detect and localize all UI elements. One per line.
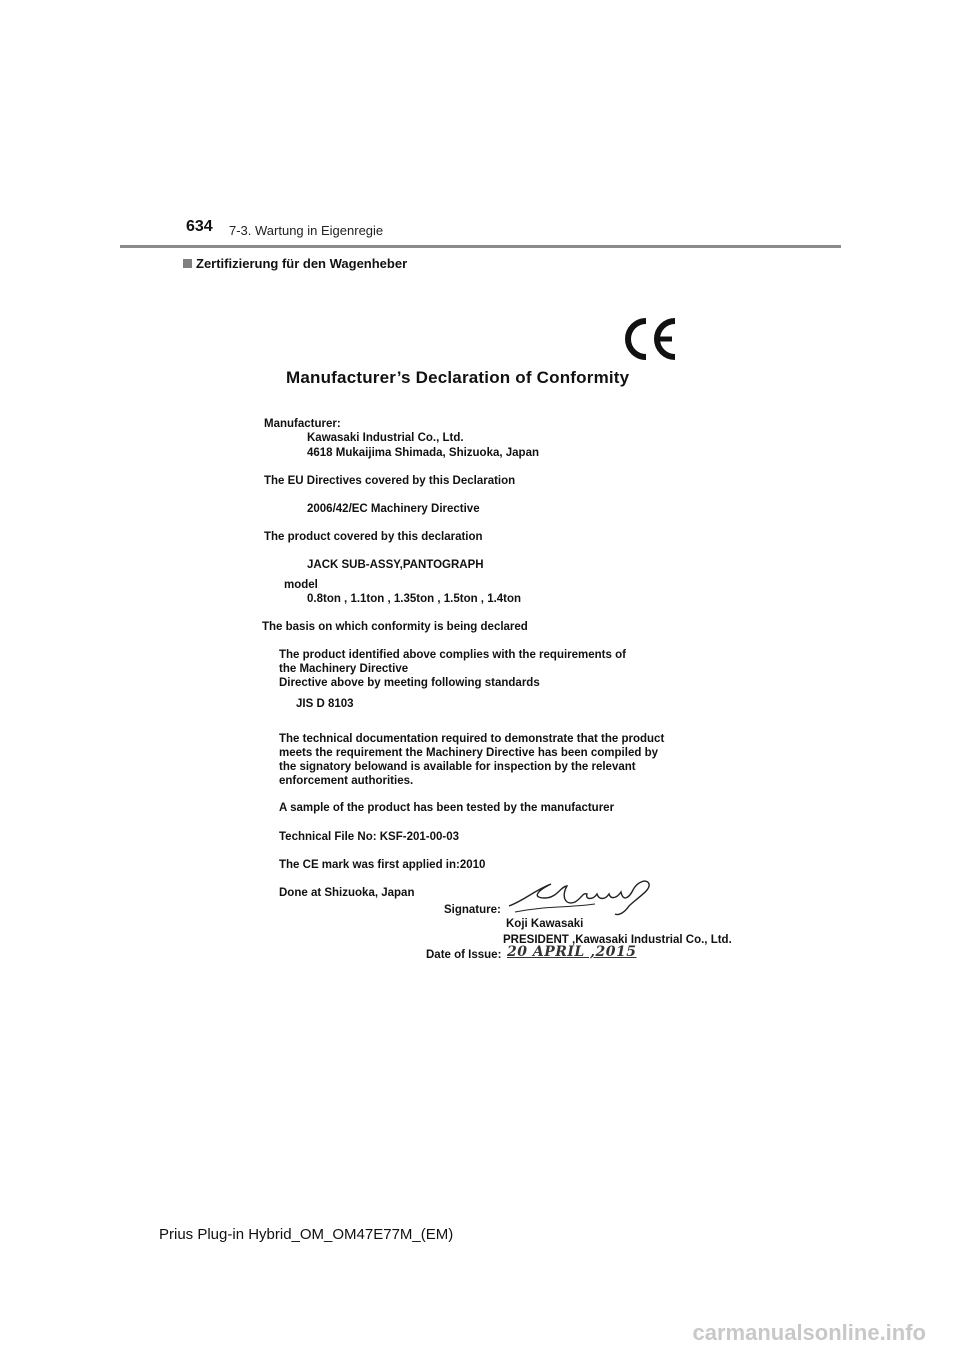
product-name: JACK SUB-ASSY,PANTOGRAPH xyxy=(307,559,484,571)
date-of-issue-label: Date of Issue: xyxy=(426,949,502,961)
header-divider xyxy=(120,245,841,248)
section-heading-text: Zertifizierung für den Wagenheber xyxy=(196,256,408,271)
basis-line-3: Directive above by meeting following standards xyxy=(279,677,540,689)
bullet-square-icon xyxy=(183,259,192,268)
ce-first-applied: The CE mark was first applied in:2010 xyxy=(279,859,486,871)
tech-doc-line-2: meets the requirement the Machinery Directive has been compiled by xyxy=(279,747,658,759)
eu-directives-label: The EU Directives covered by this Declaration xyxy=(264,475,516,487)
eu-directive: 2006/42/EC Machinery Directive xyxy=(307,503,480,515)
basis-line-1: The product identified above complies with the requirements of xyxy=(279,649,626,661)
product-label: The product covered by this declaration xyxy=(264,531,483,543)
model-list: 0.8ton , 1.1ton , 1.35ton , 1.5ton , 1.4ton xyxy=(307,593,522,605)
tech-doc-line-1: The technical documentation required to demonstrate that the product xyxy=(279,733,665,745)
basis-line-2: the Machinery Directive xyxy=(279,663,409,675)
technical-file: Technical File No: KSF-201-00-03 xyxy=(279,831,460,843)
section-heading xyxy=(183,256,407,271)
document-id: Prius Plug-in Hybrid_OM_OM47E77M_(EM) xyxy=(159,1226,454,1243)
manufacturer-name: Kawasaki Industrial Co., Ltd. xyxy=(307,432,464,444)
model-label: model xyxy=(284,579,318,591)
standard: JIS D 8103 xyxy=(296,698,354,710)
sample-tested: A sample of the product has been tested by the manufacturer xyxy=(279,802,615,814)
date-of-issue-value: 20 APRIL ,2015 xyxy=(507,944,637,960)
ce-mark-logo xyxy=(620,316,680,367)
manufacturer-label: Manufacturer: xyxy=(264,418,341,430)
watermark: carmanualsonline.info xyxy=(692,1320,926,1345)
manufacturer-address: 4618 Mukaijima Shimada, Shizuoka, Japan xyxy=(307,447,540,459)
section-title: 7-3. Wartung in Eigenregie xyxy=(229,223,384,238)
declaration-title: Manufacturer’s Declaration of Conformity xyxy=(286,368,630,387)
signatory-name: Koji Kawasaki xyxy=(506,918,584,930)
signature-label: Signature: xyxy=(444,904,501,916)
page-number: 634 xyxy=(186,218,213,235)
basis-label: The basis on which conformity is being declared xyxy=(262,621,528,633)
tech-doc-line-4: enforcement authorities. xyxy=(279,775,414,787)
tech-doc-line-3: the signatory belowand is available for inspection by the relevant xyxy=(279,761,636,773)
signatory-title: PRESIDENT ,Kawasaki Industrial Co., Ltd. xyxy=(503,934,732,946)
done-at: Done at Shizuoka, Japan xyxy=(279,887,415,899)
